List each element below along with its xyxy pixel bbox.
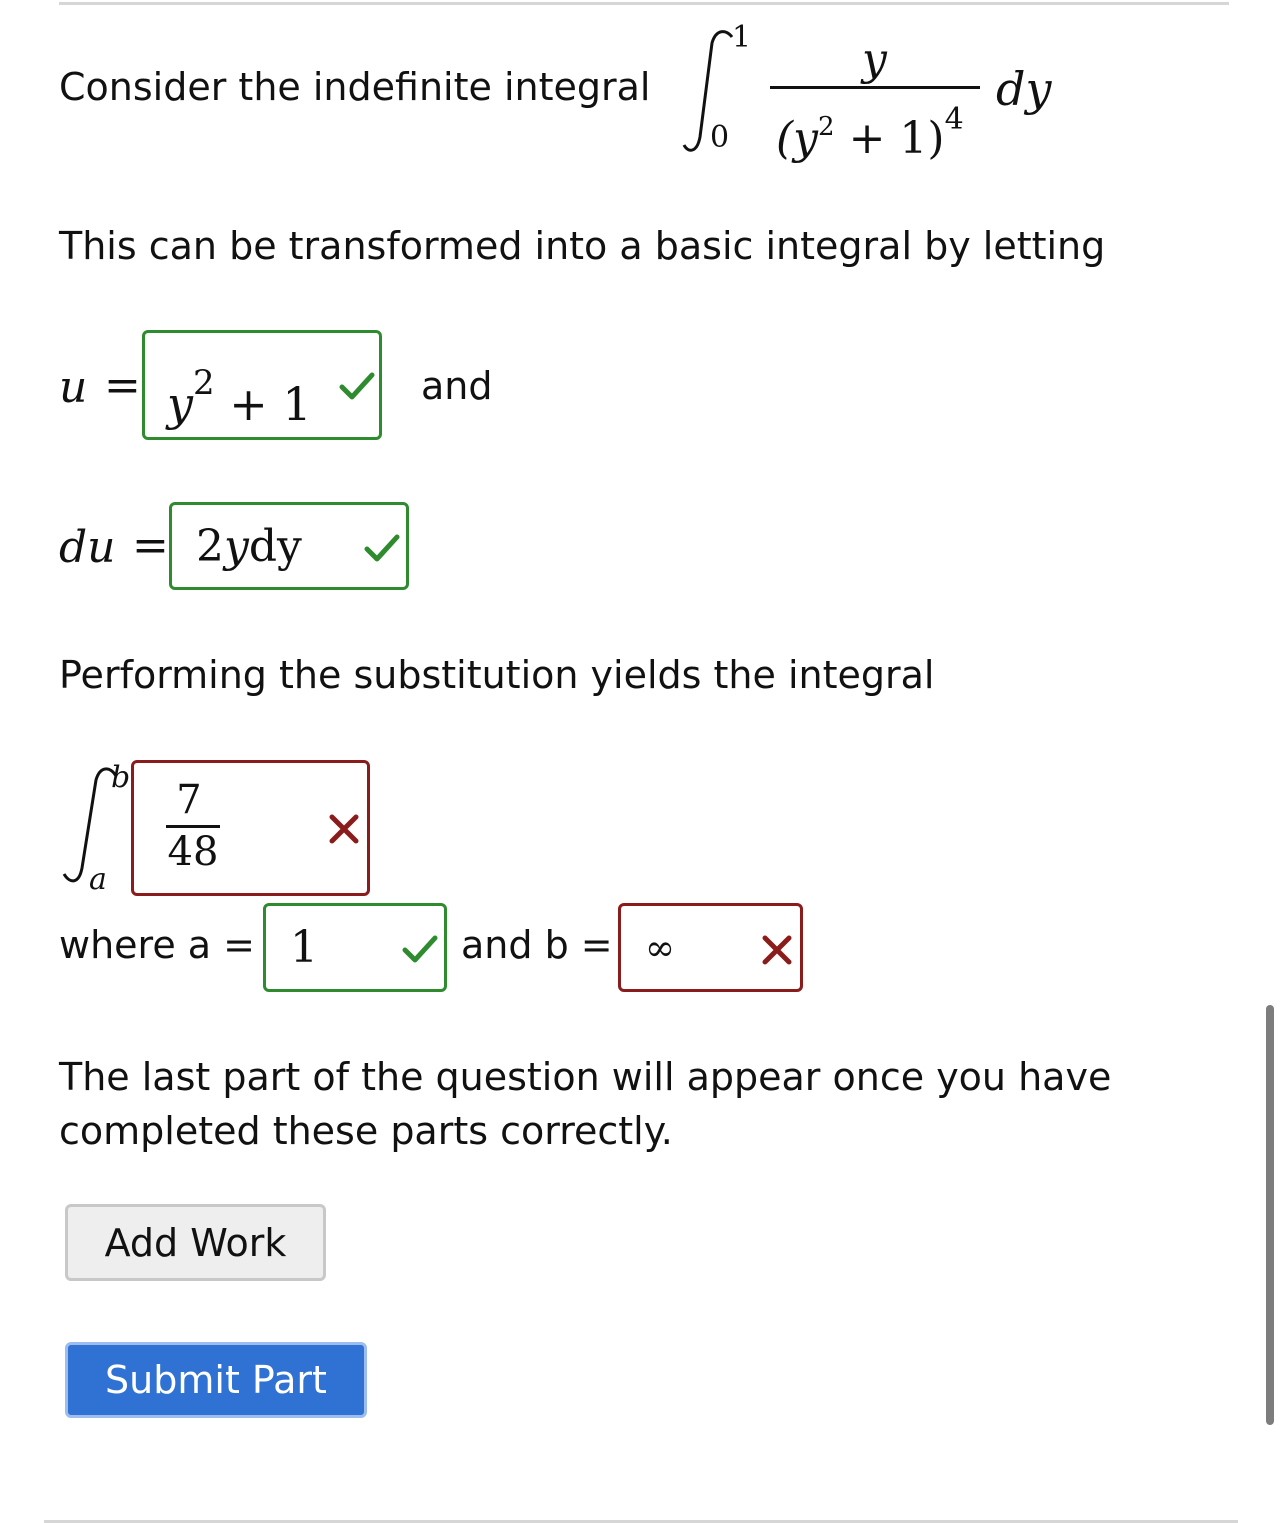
integral-upper-limit: 1 <box>732 20 752 55</box>
u-label: u <box>59 362 88 413</box>
du-answer-field[interactable] <box>169 502 409 590</box>
u-answer-value <box>167 363 312 431</box>
intro-integral <box>680 20 1080 180</box>
du-label: du <box>59 522 116 573</box>
denominator-rest: + 1) <box>834 113 945 164</box>
check-icon <box>362 529 402 569</box>
fraction-bar <box>770 86 980 89</box>
du-answer-coefficient: 2 <box>196 521 224 572</box>
u-answer-base: y <box>167 377 193 431</box>
and-b-label: and b = <box>461 923 613 967</box>
check-icon <box>337 367 377 407</box>
notice-line-2: completed these parts correctly. <box>59 1109 673 1153</box>
top-divider <box>59 2 1229 5</box>
check-icon <box>400 930 440 970</box>
a-answer-value: 1 <box>290 922 318 973</box>
u-equals: = <box>104 360 141 411</box>
sub-integral-upper-limit: b <box>111 760 131 795</box>
integrand-differential: dy <box>996 62 1052 116</box>
add-work-button[interactable]: Add Work <box>65 1204 326 1281</box>
b-answer-field[interactable] <box>618 903 803 992</box>
x-mark-icon <box>757 930 797 970</box>
sub-integrand-field[interactable] <box>131 760 370 896</box>
u-answer-exponent: 2 <box>193 363 215 403</box>
notice-line-1: The last part of the question will appear once you have <box>59 1055 1112 1099</box>
denominator-exponent: 2 <box>818 112 835 142</box>
transform-text: This can be transformed into a basic integral by letting <box>59 224 1106 268</box>
where-a-label: where a = <box>59 923 255 967</box>
sub-integrand-numerator: 7 <box>176 777 202 823</box>
denominator-power: 4 <box>944 102 964 137</box>
sub-integrand-fraction-bar <box>166 825 220 828</box>
u-answer-rest: + 1 <box>229 377 312 431</box>
sub-integral-lower-limit: a <box>89 862 107 897</box>
x-mark-icon <box>324 809 364 849</box>
submit-part-button[interactable]: Submit Part <box>65 1342 367 1418</box>
integrand-denominator <box>776 102 964 164</box>
u-answer-field[interactable] <box>142 330 382 440</box>
u-and-text: and <box>421 364 493 408</box>
perform-text: Performing the substitution yields the integral <box>59 653 935 697</box>
denominator-open: (y <box>776 113 819 164</box>
scrollbar-thumb[interactable] <box>1266 1005 1274 1425</box>
intro-text: Consider the indefinite integral <box>59 65 651 109</box>
integrand-numerator: y <box>862 34 887 85</box>
integral-lower-limit: 0 <box>710 120 730 155</box>
du-answer-variable: y <box>224 521 249 572</box>
sub-integrand-denominator: 48 <box>167 829 219 875</box>
a-answer-field[interactable] <box>263 903 447 992</box>
du-answer-rest: dy <box>248 521 302 572</box>
b-answer-value: ∞ <box>645 928 675 969</box>
du-equals: = <box>132 520 169 571</box>
du-answer-value <box>196 521 302 572</box>
